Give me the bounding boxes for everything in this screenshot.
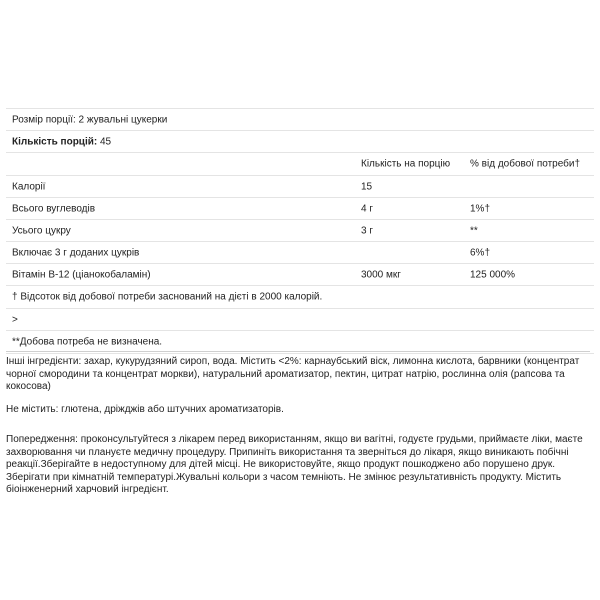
header-amount: Кількість на порцію	[361, 158, 451, 170]
nutrient-row-b12	[6, 264, 594, 286]
nutrient-row-calories	[6, 176, 594, 198]
header-daily-value: % від добової потреби†	[470, 158, 581, 170]
free-from	[6, 404, 590, 417]
nutrient-amount: 3000 мкг	[361, 269, 401, 280]
footnote-not-established: **Добова потреба не визначена.	[12, 336, 163, 348]
nutrient-name: Калорії	[12, 181, 46, 192]
nutrient-daily: 1%†	[470, 203, 491, 214]
footnote-arrow: >	[12, 314, 18, 325]
table-header-row	[6, 153, 594, 176]
nutrient-row-added-sugar	[6, 242, 594, 264]
warning-text: Попередження: проконсультуйтеся з лікарем перед використанням, якщо ви вагітні, годуєте грудьми, приймаєте ліки, маєте захворювання чи плануєте медичну процедуру. Припиніть використання та зверніться до лікаря, якщо виникають побічні реакції.Зберігайте в недоступному для дітей місці. Не використовуйте, якщо продукт пошкоджено або порушено друк. Зберігати при кімнатній температурі.Жувальні кольори з часом темніють. Не змінює результативність продукту. Містить біоінженерний харчовий інгредієнт.	[6, 434, 583, 496]
serving-size-row	[6, 108, 594, 131]
nutrient-name: Включає 3 г доданих цукрів	[12, 247, 140, 258]
other-ingredients	[6, 356, 590, 394]
nutrient-daily: 6%†	[470, 247, 491, 258]
servings-row	[6, 131, 594, 153]
other-ingredients-text: Інші інгредієнти: захар, кукурудзяний сироп, вода. Містить <2%: карнаубський віск, лимонна кислота, барвники (концентрат чорної смородини та концентрат моркви), натуральний ароматизатор, пектин, цитрат натрію, рослинна олія (рапсова та кокосова)	[6, 356, 580, 393]
free-from-text: Не містить: глютена, дріжджів або штучних ароматизаторів.	[6, 404, 284, 415]
supplement-facts-table	[6, 108, 594, 354]
nutrient-amount: 4 г	[361, 203, 373, 214]
nutrient-amount: 3 г	[361, 225, 373, 236]
warning	[6, 434, 590, 497]
nutrient-row-carbs	[6, 198, 594, 220]
nutrient-name: Всього вуглеводів	[12, 203, 96, 214]
servings-label: Кількість порцій:	[12, 136, 98, 147]
footnote-row-arrow	[6, 309, 594, 331]
nutrient-name: Усього цукру	[12, 225, 71, 236]
footnote-daily-basis: † Відсоток від добової потреби заснований на дієті в 2000 калорій.	[12, 291, 323, 303]
nutrient-daily: **	[470, 225, 478, 236]
footnote-row-1	[6, 286, 594, 309]
nutrient-daily: 125 000%	[470, 269, 516, 280]
nutrient-row-sugar	[6, 220, 594, 242]
nutrient-name: Вітамін B-12 (ціанокобаламін)	[12, 269, 151, 280]
section-divider	[6, 351, 590, 352]
nutrient-amount: 15	[361, 181, 373, 192]
serving-size: Розмір порції: 2 жувальні цукерки	[12, 114, 168, 125]
servings-value: 45	[97, 136, 112, 147]
